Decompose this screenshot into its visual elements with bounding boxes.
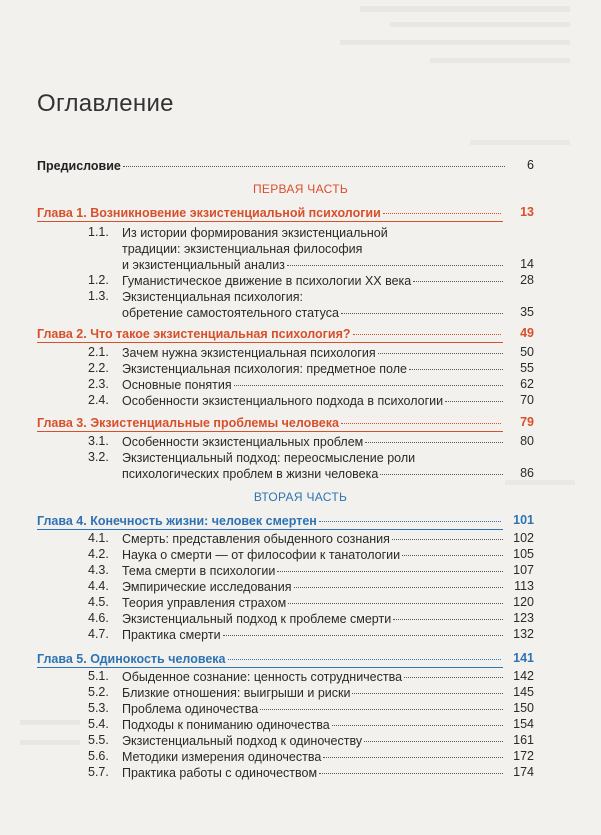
toc-entry-4-5[interactable] — [122, 595, 505, 611]
section-label: Смерть: представления обыденного сознания — [122, 532, 390, 546]
toc-entry-chapter-4[interactable] — [37, 513, 503, 529]
dot-leader — [409, 369, 503, 370]
section-label: Методики измерения одиночества — [122, 750, 322, 764]
section-number: 4.4. — [88, 579, 109, 593]
dot-leader — [234, 385, 503, 386]
toc-entry-preface[interactable] — [37, 158, 507, 174]
page-number: 132 — [513, 627, 534, 641]
section-number: 5.3. — [88, 701, 109, 715]
section-number: 5.5. — [88, 733, 109, 747]
page-number: 14 — [520, 257, 534, 271]
page-number: 113 — [514, 579, 534, 593]
section-label: Зачем нужна экзистенциальная психология — [122, 346, 376, 360]
page-number: 142 — [513, 669, 534, 683]
page-number: 101 — [513, 513, 534, 527]
page-number: 13 — [520, 205, 534, 219]
section-label: Теория управления страхом — [122, 596, 287, 610]
toc-entry-5-7[interactable] — [122, 765, 505, 781]
section-label: Особенности экзистенциального подхода в психологии — [122, 394, 444, 408]
section-number: 5.6. — [88, 749, 109, 763]
dot-leader — [380, 474, 503, 475]
toc-entry-chapter-1[interactable] — [37, 205, 503, 221]
section-label: Экзистенциальный подход к проблеме смерти — [122, 612, 392, 626]
dot-leader — [341, 423, 501, 424]
toc-entry-4-3[interactable] — [122, 563, 505, 579]
section-number: 5.1. — [88, 669, 109, 683]
page-number: 35 — [520, 305, 534, 319]
page-number: 120 — [513, 595, 534, 609]
section-label: Основные понятия — [122, 378, 232, 392]
toc-entry-1-3[interactable] — [122, 305, 505, 321]
section-label[interactable]: Экзистенциальная психология: — [122, 290, 303, 304]
section-number: 2.4. — [88, 393, 109, 407]
dot-leader — [353, 334, 501, 335]
dot-leader — [393, 619, 503, 620]
dot-leader — [365, 442, 503, 443]
chapter-rule — [37, 342, 503, 343]
entry-label: Глава 4. Конечность жизни: человек смертен — [37, 514, 317, 528]
section-number: 4.6. — [88, 611, 109, 625]
page-number: 70 — [520, 393, 534, 407]
chapter-rule — [37, 667, 503, 668]
dot-leader — [341, 313, 503, 314]
dot-leader — [378, 353, 503, 354]
section-label: Экзистенциальный подход к одиночеству — [122, 734, 363, 748]
dot-leader — [123, 166, 505, 167]
section-label-cont: обретение самостоятельного статуса — [122, 306, 339, 320]
section-number: 2.2. — [88, 361, 109, 375]
part-heading: ПЕРВАЯ ЧАСТЬ — [252, 182, 349, 196]
section-label: Проблема одиночества — [122, 702, 259, 716]
entry-label: Глава 3. Экзистенциальные проблемы человека — [37, 416, 339, 430]
page-number: 107 — [513, 563, 534, 577]
section-label: Тема смерти в психологии — [122, 564, 276, 578]
section-label: Наука о смерти — от философии к танатологии — [122, 548, 401, 562]
chapter-rule — [37, 431, 503, 432]
section-number: 4.2. — [88, 547, 109, 561]
page-number: 102 — [513, 531, 534, 545]
page-number: 141 — [513, 651, 534, 665]
section-label: Особенности экзистенциальных проблем — [122, 435, 364, 449]
dot-leader — [413, 281, 503, 282]
section-label: Подходы к пониманию одиночества — [122, 718, 330, 732]
dot-leader — [352, 693, 503, 694]
toc-entry-chapter-2[interactable] — [37, 326, 503, 342]
toc-entry-2-4[interactable] — [122, 393, 505, 409]
toc-entry-4-7[interactable] — [122, 627, 505, 643]
toc-entry-5-3[interactable] — [122, 701, 505, 717]
toc-entry-3-1[interactable] — [122, 434, 505, 450]
page-number: 161 — [513, 733, 534, 747]
toc-entry-4-6[interactable] — [122, 611, 505, 627]
dot-leader — [323, 757, 503, 758]
dot-leader — [319, 521, 501, 522]
page-number: 123 — [513, 611, 534, 625]
entry-label: Предисловие — [37, 159, 121, 173]
page-number: 79 — [520, 415, 534, 429]
page-number: 86 — [520, 466, 534, 480]
section-number: 1.3. — [88, 289, 109, 303]
dot-leader — [294, 587, 503, 588]
section-label-cont: традиции: экзистенциальная философия — [122, 242, 363, 256]
section-number: 4.7. — [88, 627, 109, 641]
section-label: Гуманистическое движение в психологии XX века — [122, 274, 412, 288]
page-number: 28 — [520, 273, 534, 287]
toc-entry-4-1[interactable] — [122, 531, 505, 547]
toc-entry-4-2[interactable] — [122, 547, 505, 563]
section-label: Эмпирические исследования — [122, 580, 292, 594]
dot-leader — [404, 677, 503, 678]
page-number: 6 — [527, 158, 534, 172]
page-number: 150 — [513, 701, 534, 715]
entry-label: Глава 1. Возникновение экзистенциальной психологии — [37, 206, 381, 220]
part-heading: ВТОРАЯ ЧАСТЬ — [253, 490, 348, 504]
section-number: 5.2. — [88, 685, 109, 699]
section-label: Практика смерти — [122, 628, 221, 642]
entry-label: Глава 2. Что такое экзистенциальная психология? — [37, 327, 351, 341]
section-label: Близкие отношения: выигрыши и риски — [122, 686, 351, 700]
page-number: 145 — [513, 685, 534, 699]
page-number: 105 — [513, 547, 534, 561]
section-number: 3.2. — [88, 450, 109, 464]
page-number: 55 — [520, 361, 534, 375]
dot-leader — [260, 709, 503, 710]
section-number: 1.1. — [88, 225, 109, 239]
page-number: 174 — [513, 765, 534, 779]
section-number: 4.3. — [88, 563, 109, 577]
toc-entry-5-1[interactable] — [122, 669, 505, 685]
toc-entry-2-1[interactable] — [122, 345, 505, 361]
page-number: 62 — [520, 377, 534, 391]
page-number: 154 — [513, 717, 534, 731]
section-label: Экзистенциальная психология: предметное поле — [122, 362, 407, 376]
dot-leader — [287, 265, 503, 266]
toc-entry-5-2[interactable] — [122, 685, 505, 701]
section-number: 3.1. — [88, 434, 109, 448]
toc-entry-5-5[interactable] — [122, 733, 505, 749]
section-number: 5.7. — [88, 765, 109, 779]
section-label-cont: и экзистенциальный анализ — [122, 258, 285, 272]
toc-entry-1-1[interactable] — [122, 257, 505, 273]
section-label: Практика работы с одиночеством — [122, 766, 318, 780]
dot-leader — [402, 555, 503, 556]
section-label-cont: психологических проблем в жизни человека — [122, 467, 379, 481]
page-number: 172 — [513, 749, 534, 763]
toc-entry-5-6[interactable] — [122, 749, 505, 765]
section-label: Обыденное сознание: ценность сотрудничества — [122, 670, 403, 684]
entry-label: Глава 5. Одинокость человека — [37, 652, 226, 666]
dot-leader — [392, 539, 503, 540]
toc-entry-4-4[interactable] — [122, 579, 505, 595]
toc-entry-3-2[interactable] — [122, 466, 505, 482]
dot-leader — [228, 659, 501, 660]
toc-entry-chapter-3[interactable] — [37, 415, 503, 431]
section-number: 5.4. — [88, 717, 109, 731]
dot-leader — [364, 741, 503, 742]
page-number: 49 — [520, 326, 534, 340]
dot-leader — [277, 571, 503, 572]
toc-entry-2-3[interactable] — [122, 377, 505, 393]
chapter-rule — [37, 221, 503, 222]
page-number: 50 — [520, 345, 534, 359]
toc-entry-2-2[interactable] — [122, 361, 505, 377]
dot-leader — [288, 603, 503, 604]
section-number: 2.1. — [88, 345, 109, 359]
section-number: 2.3. — [88, 377, 109, 391]
dot-leader — [383, 213, 501, 214]
dot-leader — [223, 635, 503, 636]
dot-leader — [319, 773, 503, 774]
toc-entry-chapter-5[interactable] — [37, 651, 503, 667]
page-number: 80 — [520, 434, 534, 448]
section-number: 4.5. — [88, 595, 109, 609]
toc-entry-1-2[interactable] — [122, 273, 505, 289]
toc-entry-5-4[interactable] — [122, 717, 505, 733]
section-number: 4.1. — [88, 531, 109, 545]
section-label[interactable]: Экзистенциальный подход: переосмысление роли — [122, 451, 416, 465]
section-label[interactable]: Из истории формирования экзистенциальной — [122, 226, 388, 240]
chapter-rule — [37, 529, 503, 530]
section-number: 1.2. — [88, 273, 109, 287]
page-title: Оглавление — [37, 90, 174, 117]
dot-leader — [332, 725, 503, 726]
